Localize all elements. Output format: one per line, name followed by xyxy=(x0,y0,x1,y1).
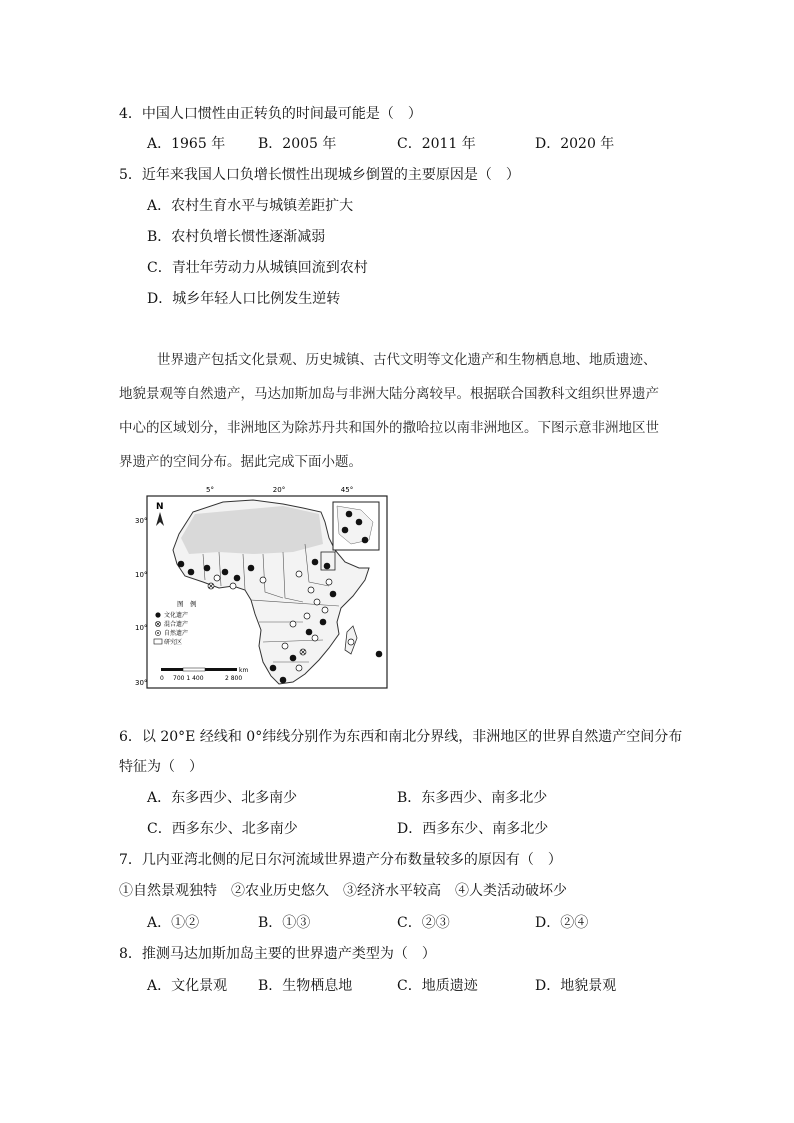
passage-line-1: 世界遗产包括文化景观、历史城镇、古代文明等文化遗产和生物栖息地、地质遗迹、 xyxy=(157,352,657,368)
lon-label-5: 5° xyxy=(206,486,214,494)
passage-line-3: 中心的区域划分，非洲地区为除苏丹共和国外的撒哈拉以南非洲地区。下图示意非洲地区世 xyxy=(119,420,659,436)
lon-label-20: 20° xyxy=(272,486,286,494)
q7-option-a[interactable]: A．①② xyxy=(147,915,200,931)
q5-option-d[interactable]: D．城乡年轻人口比例发生逆转 xyxy=(147,291,341,307)
passage-line-4: 界遗产的空间分布。据此完成下面小题。 xyxy=(119,454,362,470)
legend-mixed: 混合遗产 xyxy=(164,621,189,628)
question-6-stem-line1: 6．以 20°E 经线和 0°纬线分别作为东西和南北分界线，非洲地区的世界自然遗产空间分布 xyxy=(119,729,683,745)
question-5-stem: 5．近年来我国人口负增长惯性出现城乡倒置的主要原因是（ ） xyxy=(119,167,520,183)
q8-option-c[interactable]: C．地质遗迹 xyxy=(397,978,478,994)
legend-cultural: 文化遗产 xyxy=(164,612,189,619)
reading-passage xyxy=(119,350,679,486)
africa-heritage-map xyxy=(133,482,393,694)
q4-option-b[interactable]: B．2005 年 xyxy=(258,136,337,152)
q6-option-c[interactable]: C．西多东少、北多南少 xyxy=(147,821,298,837)
question-4-stem: 4．中国人口惯性由正转负的时间最可能是（ ） xyxy=(119,106,422,122)
q4-option-a[interactable]: A．1965 年 xyxy=(147,136,226,152)
cultural-legend-icon xyxy=(155,612,160,617)
map-legend xyxy=(151,598,231,650)
lat-label-30n: 30° xyxy=(135,517,148,525)
question-8-stem: 8．推测马达加斯加岛主要的世界遗产类型为（ ） xyxy=(119,946,436,962)
q7-option-c[interactable]: C．②③ xyxy=(397,915,450,931)
question-7-stem: 7．几内亚湾北侧的尼日尔河流域世界遗产分布数量较多的原因有（ ） xyxy=(119,852,562,868)
legend-study-area: 研究区 xyxy=(164,639,183,646)
q4-option-c[interactable]: C．2011 年 xyxy=(397,136,476,152)
north-label: N xyxy=(156,502,164,512)
q6-option-d[interactable]: D．西多东少、南多北少 xyxy=(397,821,549,837)
q7-option-d[interactable]: D．②④ xyxy=(535,915,589,931)
q5-option-a[interactable]: A．农村生育水平与城镇差距扩大 xyxy=(147,198,354,214)
legend-natural: 自然遗产 xyxy=(164,630,189,637)
lat-label-10n: 10° xyxy=(135,571,148,579)
map-svg xyxy=(133,482,393,694)
q7-option-b[interactable]: B．①③ xyxy=(258,915,311,931)
q6-option-a[interactable]: A．东多西少、北多南少 xyxy=(147,790,298,806)
scale-label-max: 2 800 xyxy=(225,675,243,682)
question-6-stem-line2: 特征为（ ） xyxy=(119,759,203,775)
lat-label-10s: 10° xyxy=(135,624,148,632)
q8-option-a[interactable]: A．文化景观 xyxy=(147,978,228,994)
q6-option-b[interactable]: B．东多西少、南多北少 xyxy=(397,790,548,806)
scale-label-mid: 700 1 400 xyxy=(173,675,204,682)
legend-title: 图 例 xyxy=(177,600,197,608)
study-area-legend-icon xyxy=(154,639,162,644)
scale-label-0: 0 xyxy=(160,675,164,682)
q7-statements: ①自然景观独特 ②农业历史悠久 ③经济水平较高 ④人类活动破坏少 xyxy=(119,883,567,899)
q8-option-b[interactable]: B．生物栖息地 xyxy=(258,978,353,994)
q5-option-c[interactable]: C．青壮年劳动力从城镇回流到农村 xyxy=(147,260,368,276)
scale-unit: km xyxy=(239,667,249,674)
passage-line-2: 地貌景观等自然遗产，马达加斯加岛与非洲大陆分离较早。根据联合国教科文组织世界遗产 xyxy=(119,386,659,402)
lon-label-45: 45° xyxy=(340,486,354,494)
q5-option-b[interactable]: B．农村负增长惯性逐渐减弱 xyxy=(147,229,326,245)
lat-label-30s: 30° xyxy=(135,679,148,687)
q4-option-d[interactable]: D．2020 年 xyxy=(535,136,615,152)
q8-option-d[interactable]: D．地貌景观 xyxy=(535,978,617,994)
